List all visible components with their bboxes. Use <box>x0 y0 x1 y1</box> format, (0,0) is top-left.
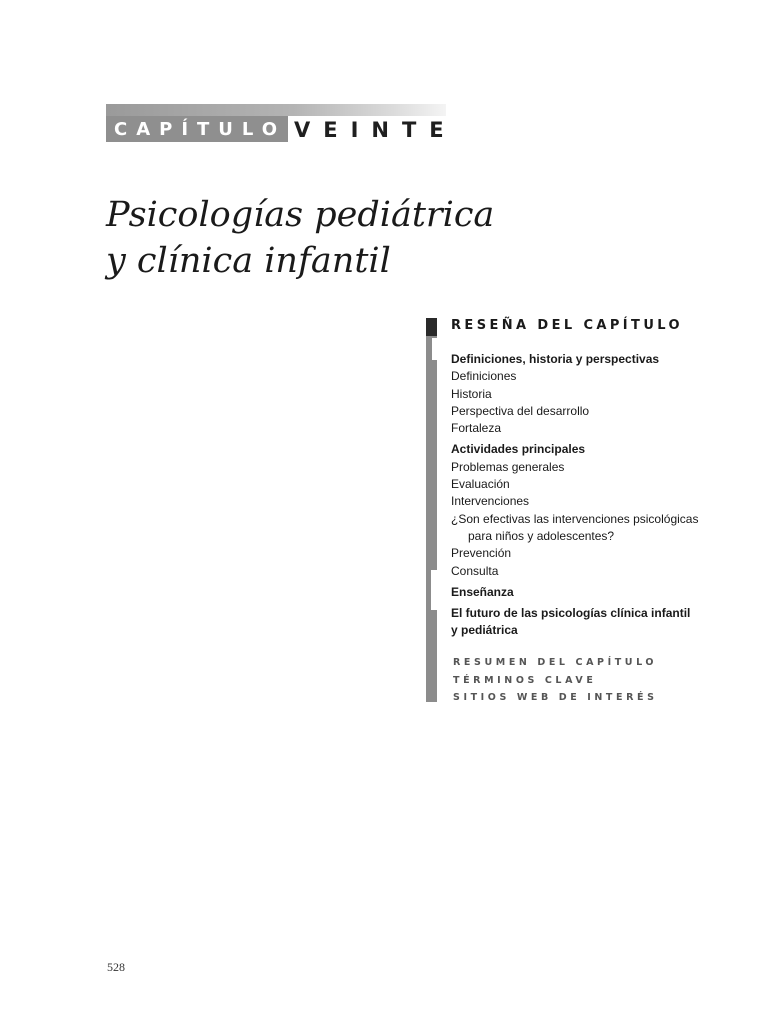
overview-side-bar <box>426 324 437 702</box>
chapter-label: CAPÍTULO <box>114 119 287 140</box>
overview-item: Perspectiva del desarrollo <box>451 403 590 418</box>
overview-section-item: Definiciones, historia y perspectivas <box>451 352 660 366</box>
overview-item: Evaluación <box>451 477 510 492</box>
overview-list <box>451 351 713 640</box>
overview-item: Consulta <box>451 563 499 578</box>
overview-heading: RESEÑA DEL CAPÍTULO <box>451 318 683 333</box>
chapter-overview <box>426 316 716 702</box>
chapter-title-line-2: y clínica infantil <box>106 241 391 281</box>
chapter-number: VEINTE <box>294 118 457 142</box>
overview-footer-link: RESUMEN DEL CAPÍTULO <box>453 657 658 668</box>
overview-bar-notch <box>431 570 437 610</box>
chapter-header <box>106 104 457 142</box>
overview-item: Intervenciones <box>451 494 530 509</box>
overview-item: Definiciones <box>451 369 517 384</box>
page-number: 528 <box>107 960 125 974</box>
overview-footer-links <box>453 654 658 707</box>
overview-section-item: Enseñanza <box>451 584 514 599</box>
overview-item: Fortaleza <box>451 421 502 436</box>
overview-item: Historia <box>451 386 492 401</box>
overview-section-item: y pediátrica <box>451 623 518 638</box>
chapter-title <box>106 192 626 284</box>
overview-item: ¿Son efectivas las intervenciones psicológicas <box>451 511 699 526</box>
overview-footer-link: TÉRMINOS CLAVE <box>453 674 597 686</box>
overview-section-item: Actividades principales <box>451 442 586 457</box>
overview-section-item: El futuro de las psicologías clínica infantil <box>451 606 691 621</box>
overview-footer-link: SITIOS WEB DE INTERÉS <box>453 692 658 703</box>
overview-item: Problemas generales <box>451 459 565 474</box>
chapter-title-line-1: Psicologías pediátrica <box>106 195 495 235</box>
header-gradient-strip <box>106 104 446 116</box>
overview-item: Prevención <box>451 546 512 561</box>
overview-bar-notch <box>432 338 437 360</box>
overview-bar-marker <box>426 318 437 336</box>
overview-item: para niños y adolescentes? <box>468 528 615 543</box>
